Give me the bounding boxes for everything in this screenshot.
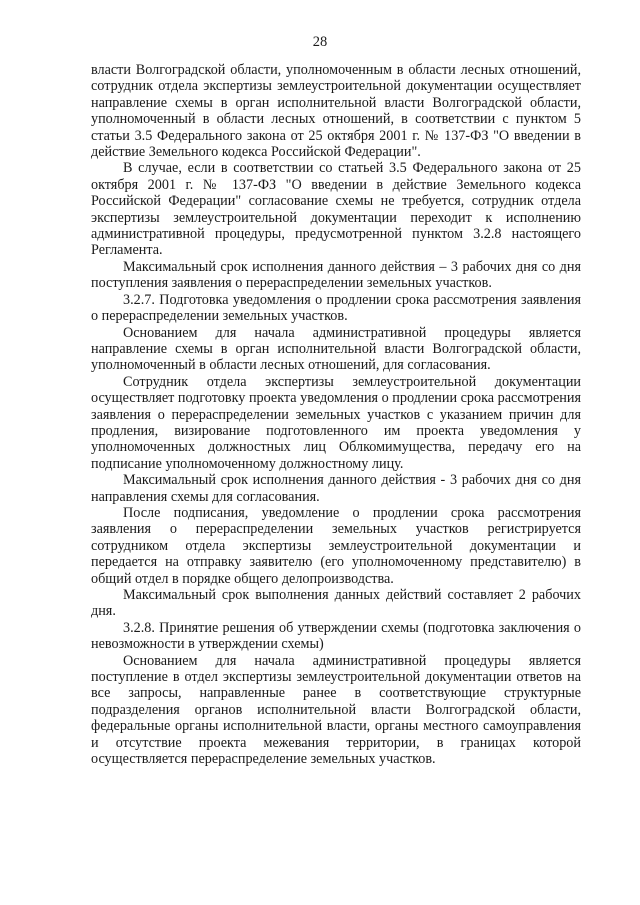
paragraph-basis-3-2-7: Основанием для начала административной процедуры является направление схемы в орган исполнительной власти Волгоградской области, уполномоченный в области лесных отношений, для согласования. — [91, 324, 581, 374]
section-heading-3-2-7: 3.2.7. Подготовка уведомления о продлении срока рассмотрения заявления о перераспределении земельных участков. — [91, 291, 581, 325]
paragraph-no-approval-case: В случае, если в соответствии со статьей 3.5 Федерального закона от 25 октября 2001 г. № 137-ФЗ "О введении в действие Земельного кодекса Российской Федерации" согласование схемы не требуется, сотрудник отдела экспертизы землеустроительной документации переходит к исполнению административной процедуры, предусмотренной пунктом 3.2.8 настоящего Регламента. — [91, 160, 581, 259]
paragraph-max-term-2-days: Максимальный срок выполнения данных действий составляет 2 рабочих дня. — [91, 587, 581, 620]
paragraph-max-term-3-days-approval: Максимальный срок исполнения данного действия - 3 рабочих дня со дня направления схемы для согласования. — [91, 472, 581, 505]
section-heading-3-2-8: 3.2.8. Принятие решения об утверждении схемы (подготовка заключения о невозможности в утверждении схемы) — [91, 619, 581, 653]
page-number: 28 — [312, 34, 328, 50]
paragraph-basis-3-2-8: Основанием для начала административной процедуры является поступление в отдел экспертизы землеустроительной документации ответов на все запросы, направленные ранее в соответствующие структурные подразделения органов исполнительной власти Волгоградской области, федеральные органы исполнительной власти, органы местного самоуправления и отсутствие проекта межевания территории, в границах которой осуществляется перераспределение земельных участков. — [91, 652, 581, 768]
paragraph-max-term-3-days: Максимальный срок исполнения данного действия – 3 рабочих дня со дня поступления заявления о перераспределении земельных участков. — [91, 258, 581, 292]
paragraph-after-signing: После подписания, уведомление о продлении срока рассмотрения заявления о перераспределении земельных участков регистрируется сотрудником отдела экспертизы землеустроительной документации и передается на отправку заявителю (его уполномоченному представителю) в общий отдел в порядке общего делопроизводства. — [91, 504, 581, 587]
document-body — [91, 62, 581, 767]
paragraph-continuation: власти Волгоградской области, уполномоченным в области лесных отношений, сотрудник отдела экспертизы землеустроительной документации осуществляет направление схемы в орган исполнительной власти Волгоградской области, уполномоченный в области лесных отношений, в соответствии с пунктом 5 статьи 3.5 Федерального закона от 25 октября 2001 г. № 137-ФЗ "О введении в действие Земельного кодекса Российской Федерации". — [91, 62, 581, 161]
paragraph-employee-prepares-notice: Сотрудник отдела экспертизы землеустроительной документации осуществляет подготовку проекта уведомления о продлении срока рассмотрения заявления о перераспределении земельных участков с указанием причин для продления, визирование подготовленного им проекта уведомления у уполномоченных должностных лиц Облкомимущества, передачу его на подписание уполномоченному должностному лицу. — [91, 373, 581, 472]
